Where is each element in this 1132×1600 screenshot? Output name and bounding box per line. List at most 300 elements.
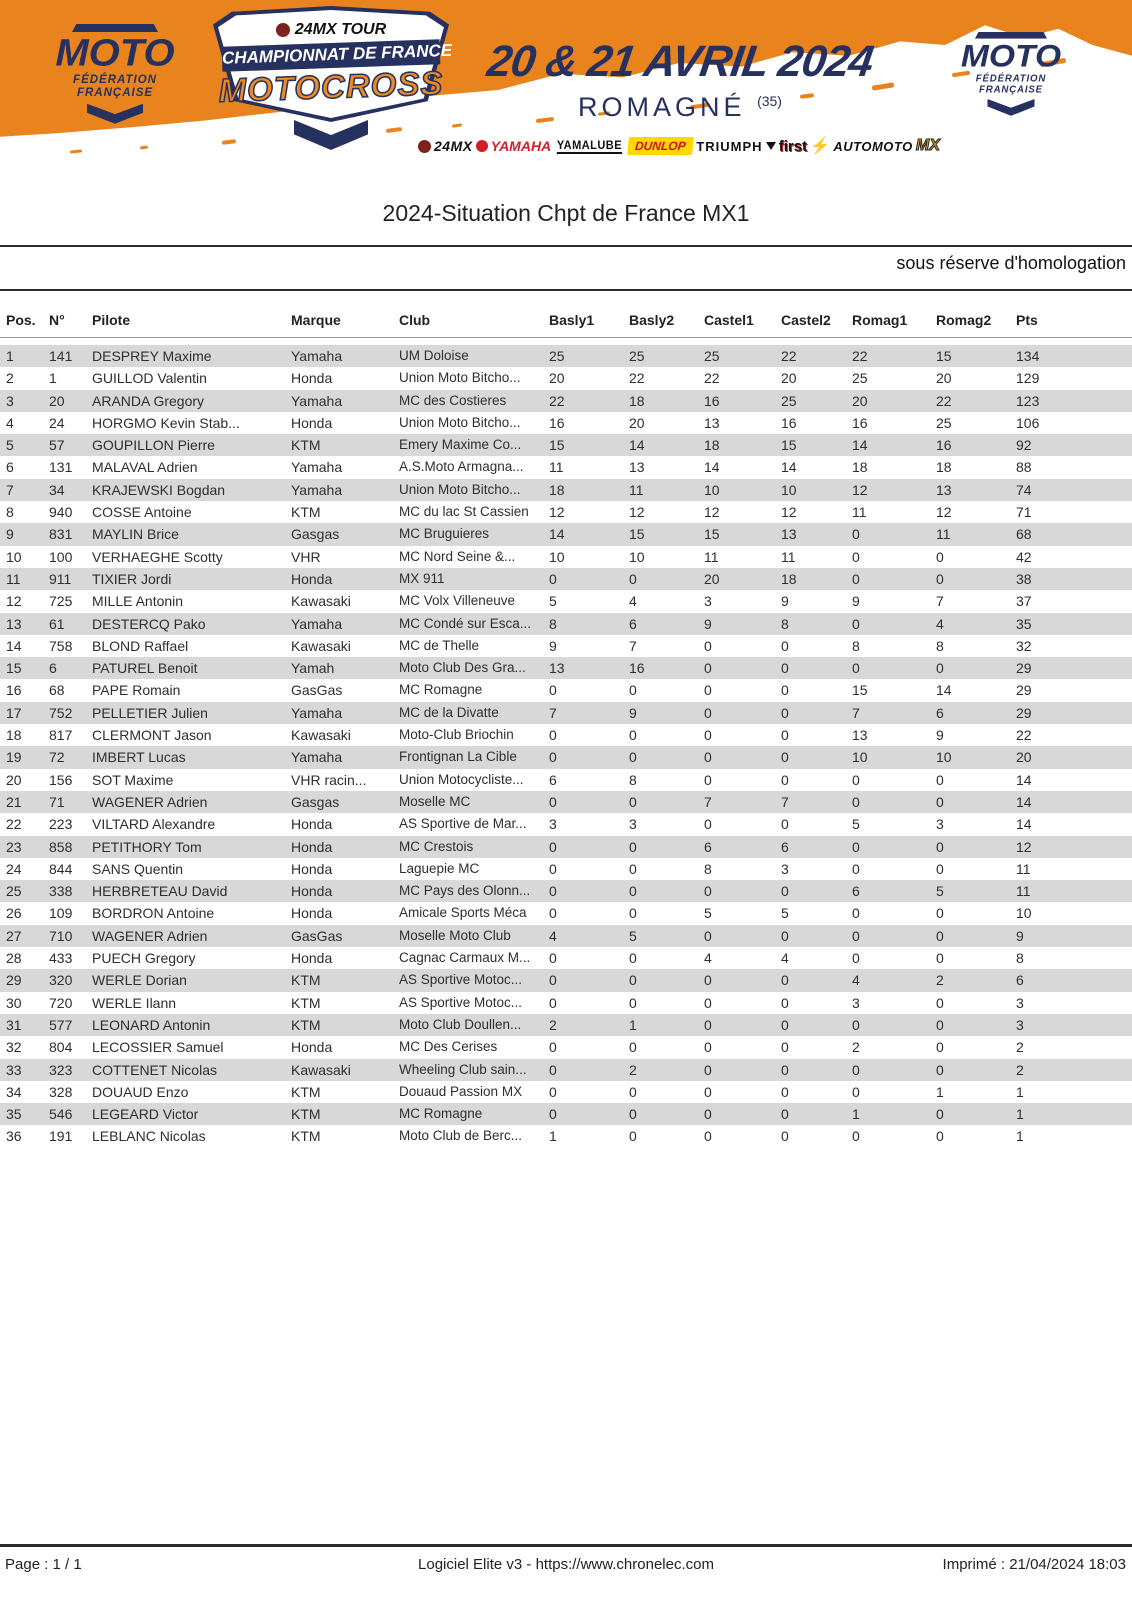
score-cell-romag1: 0: [852, 771, 860, 788]
score-cell-basly1: 25: [549, 348, 565, 364]
score-cell-basly2: 0: [629, 883, 637, 900]
score-cell-castel1: 0: [704, 1039, 712, 1056]
brand-cell: KTM: [291, 1106, 321, 1123]
brand-cell: KTM: [291, 1083, 321, 1100]
ffm-logo-left: [40, 24, 190, 124]
number-cell: 61: [49, 615, 65, 632]
pos-cell: 19: [6, 749, 22, 766]
points-cell: 2: [1016, 1061, 1024, 1078]
score-cell-romag1: 3: [852, 994, 860, 1011]
score-cell-basly2: 13: [629, 459, 645, 476]
brand-cell: Yamaha: [291, 481, 343, 498]
pos-cell: 6: [6, 459, 14, 476]
club-cell: A.S.Moto Armagna...: [399, 459, 524, 475]
sponsor-triumph: TRIUMPH: [696, 139, 775, 154]
points-cell: 8: [1016, 950, 1024, 967]
sponsor-yamalube: YAMALUBE: [557, 138, 623, 152]
score-cell-romag2: 3: [936, 816, 944, 833]
brand-cell: KTM: [291, 1016, 321, 1033]
score-cell-romag1: 0: [852, 548, 860, 565]
score-cell-castel2: 0: [781, 1039, 789, 1056]
number-cell: 1: [49, 370, 57, 387]
score-cell-basly1: 7: [549, 704, 557, 721]
chevron-down-icon: [87, 104, 143, 124]
score-cell-castel2: 12: [781, 504, 797, 521]
divider: [0, 337, 1132, 338]
score-cell-romag2: 0: [936, 1016, 944, 1033]
score-cell-castel1: 15: [704, 526, 720, 543]
score-cell-castel1: 0: [704, 883, 712, 900]
points-cell: 32: [1016, 637, 1032, 654]
score-cell-basly2: 5: [629, 927, 637, 944]
pos-cell: 10: [6, 548, 22, 565]
score-cell-castel2: 15: [781, 437, 797, 454]
pos-cell: 5: [6, 437, 14, 454]
number-cell: 141: [49, 348, 73, 364]
score-cell-castel2: 10: [781, 481, 797, 498]
pilot-cell: PUECH Gregory: [92, 950, 196, 967]
pilot-cell: CLERMONT Jason: [92, 727, 212, 744]
column-header-pilote: Pilote: [92, 312, 131, 328]
pos-cell: 12: [6, 593, 22, 610]
pilot-cell: BORDRON Antoine: [92, 905, 215, 922]
brand-cell: Honda: [291, 1039, 333, 1056]
championship-badge: [213, 6, 453, 152]
score-cell-romag1: 11: [852, 504, 867, 521]
brand-cell: Honda: [291, 370, 333, 387]
score-cell-castel2: 0: [781, 816, 789, 833]
score-cell-basly1: 0: [549, 860, 557, 877]
score-cell-romag1: 18: [852, 459, 868, 476]
number-cell: 725: [49, 593, 73, 610]
club-cell: AS Sportive Motoc...: [399, 972, 523, 988]
brand-cell: Honda: [291, 860, 333, 877]
brand-cell: Kawasaki: [291, 637, 351, 654]
pilot-cell: WERLE Dorian: [92, 972, 187, 989]
score-cell-romag1: 12: [852, 481, 868, 498]
pilot-cell: SANS Quentin: [92, 860, 184, 877]
score-cell-romag2: 0: [936, 1128, 944, 1145]
pilot-cell: BLOND Raffael: [92, 637, 189, 654]
score-cell-basly1: 13: [549, 660, 565, 677]
pilot-cell: DESTERCQ Pako: [92, 615, 206, 632]
pos-cell: 34: [6, 1083, 22, 1100]
score-cell-romag1: 13: [852, 727, 868, 744]
pos-cell: 25: [6, 883, 22, 900]
score-cell-castel2: 0: [781, 1016, 789, 1033]
number-cell: 858: [49, 838, 73, 855]
score-cell-romag2: 9: [936, 727, 944, 744]
score-cell-castel1: 22: [704, 370, 720, 387]
club-cell: Union Moto Bitcho...: [399, 414, 521, 430]
score-cell-castel2: 3: [781, 860, 789, 877]
brand-cell: Yamaha: [291, 459, 343, 476]
score-cell-romag1: 0: [852, 1016, 860, 1033]
pilot-cell: COTTENET Nicolas: [92, 1061, 217, 1078]
score-cell-basly2: 0: [629, 994, 637, 1011]
table-row: [0, 345, 1132, 367]
score-cell-castel2: 6: [781, 838, 789, 855]
table-row: [0, 367, 1132, 389]
brand-cell: VHR: [291, 548, 321, 565]
table-row: [0, 1014, 1132, 1036]
brand-cell: Yamaha: [291, 392, 343, 409]
column-header-romag1: Romag1: [852, 312, 908, 328]
number-cell: 338: [49, 883, 73, 900]
score-cell-castel1: 0: [704, 1128, 712, 1145]
score-cell-romag1: 0: [852, 793, 860, 810]
pilot-cell: WAGENER Adrien: [92, 927, 208, 944]
pilot-cell: DOUAUD Enzo: [92, 1083, 189, 1100]
score-cell-castel1: 3: [704, 593, 712, 610]
score-cell-castel1: 25: [704, 348, 720, 364]
sponsor-24mx: 24MX: [418, 138, 473, 154]
brand-cell: KTM: [291, 972, 321, 989]
ffm-bar-icon: [975, 32, 1047, 39]
table-row: [0, 412, 1132, 434]
score-cell-romag1: 9: [852, 593, 860, 610]
score-cell-romag2: 16: [936, 437, 952, 454]
pos-cell: 30: [6, 994, 22, 1011]
pilot-cell: PAPE Romain: [92, 682, 181, 699]
column-header-basly1: Basly1: [549, 312, 595, 328]
table-row: [0, 635, 1132, 657]
number-cell: 844: [49, 860, 73, 877]
club-cell: Moto Club Des Gra...: [399, 660, 526, 676]
pilot-cell: KRAJEWSKI Bogdan: [92, 481, 226, 498]
score-cell-basly2: 25: [629, 348, 645, 364]
score-cell-basly1: 0: [549, 570, 557, 587]
score-cell-romag1: 0: [852, 1061, 860, 1078]
score-cell-romag2: 2: [936, 972, 944, 989]
pos-cell: 14: [6, 637, 22, 654]
table-row: [0, 501, 1132, 523]
column-header-basly2: Basly2: [629, 312, 675, 328]
pos-cell: 8: [6, 504, 14, 521]
club-cell: Frontignan La Cible: [399, 749, 517, 765]
number-cell: 546: [49, 1106, 73, 1123]
brand-cell: Kawasaki: [291, 727, 351, 744]
score-cell-basly2: 0: [629, 1039, 637, 1056]
club-cell: MC Volx Villeneuve: [399, 593, 516, 609]
score-cell-basly1: 10: [549, 548, 565, 565]
club-cell: MC de Thelle: [399, 637, 480, 653]
brand-cell: KTM: [291, 994, 321, 1011]
score-cell-castel2: 0: [781, 1128, 789, 1145]
score-cell-castel1: 0: [704, 994, 712, 1011]
number-cell: 156: [49, 771, 73, 788]
score-cell-castel1: 0: [704, 816, 712, 833]
chevron-down-icon: [294, 120, 368, 150]
ffm-sub-line1: FÉDÉRATION: [975, 74, 1047, 85]
points-cell: 9: [1016, 927, 1024, 944]
score-cell-romag2: 0: [936, 771, 944, 788]
number-cell: 223: [49, 816, 73, 833]
paint-speck: [140, 145, 148, 149]
score-cell-basly2: 15: [629, 526, 645, 543]
table-row: [0, 613, 1132, 635]
score-cell-romag1: 16: [852, 414, 868, 431]
score-cell-basly2: 20: [629, 414, 645, 431]
score-cell-romag1: 0: [852, 1128, 860, 1145]
pos-cell: 20: [6, 771, 22, 788]
club-cell: MC des Costieres: [399, 392, 507, 408]
pilot-cell: VERHAEGHE Scotty: [92, 548, 223, 565]
pos-cell: 28: [6, 950, 22, 967]
score-cell-castel1: 0: [704, 749, 712, 766]
brand-cell: KTM: [291, 437, 321, 454]
brand-cell: Kawasaki: [291, 1061, 351, 1078]
column-header-n: N°: [49, 312, 65, 328]
pilot-cell: LEBLANC Nicolas: [92, 1128, 206, 1145]
number-cell: 24: [49, 414, 65, 431]
paint-speck: [70, 149, 82, 153]
score-cell-romag1: 1: [852, 1106, 860, 1123]
club-cell: AS Sportive Motoc...: [399, 994, 523, 1010]
club-cell: MC de la Divatte: [399, 704, 499, 720]
score-cell-basly1: 1: [549, 1128, 557, 1145]
pilot-cell: LECOSSIER Samuel: [92, 1039, 224, 1056]
number-cell: 72: [49, 749, 65, 766]
score-cell-basly2: 3: [629, 816, 637, 833]
score-cell-romag2: 0: [936, 838, 944, 855]
score-cell-basly1: 11: [549, 459, 564, 476]
sponsor-dunlop: DUNLOP: [628, 137, 695, 155]
score-cell-castel1: 5: [704, 905, 712, 922]
pilot-cell: IMBERT Lucas: [92, 749, 186, 766]
points-cell: 20: [1016, 749, 1032, 766]
points-cell: 106: [1016, 414, 1040, 431]
column-header-romag2: Romag2: [936, 312, 992, 328]
score-cell-romag1: 10: [852, 749, 868, 766]
table-row: [0, 724, 1132, 746]
score-cell-romag2: 0: [936, 793, 944, 810]
score-cell-basly2: 10: [629, 548, 645, 565]
pos-cell: 1: [6, 348, 14, 364]
brand-cell: Honda: [291, 905, 333, 922]
table-row: [0, 702, 1132, 724]
score-cell-romag2: 20: [936, 370, 952, 387]
score-cell-romag1: 22: [852, 348, 868, 364]
footer-printed: Imprimé : 21/04/2024 18:03: [942, 1556, 1126, 1573]
pos-cell: 4: [6, 414, 14, 431]
score-cell-romag1: 8: [852, 637, 860, 654]
score-cell-romag1: 0: [852, 838, 860, 855]
brand-cell: VHR racin...: [291, 771, 367, 788]
pilot-cell: GUILLOD Valentin: [92, 370, 207, 387]
score-cell-basly1: 3: [549, 816, 557, 833]
score-cell-castel2: 0: [781, 972, 789, 989]
score-cell-castel1: 13: [704, 414, 720, 431]
score-cell-romag1: 14: [852, 437, 868, 454]
score-cell-castel1: 0: [704, 927, 712, 944]
score-cell-castel1: 0: [704, 727, 712, 744]
score-cell-romag2: 0: [936, 660, 944, 677]
score-cell-romag2: 0: [936, 1106, 944, 1123]
table-row: [0, 992, 1132, 1014]
score-cell-romag2: 0: [936, 1039, 944, 1056]
table-row: [0, 1103, 1132, 1125]
club-cell: MX 911: [399, 570, 445, 586]
score-cell-basly1: 0: [549, 994, 557, 1011]
score-cell-basly1: 5: [549, 593, 557, 610]
score-cell-basly1: 0: [549, 793, 557, 810]
pilot-cell: ARANDA Gregory: [92, 392, 205, 409]
number-cell: 752: [49, 704, 73, 721]
score-cell-basly2: 16: [629, 660, 645, 677]
points-cell: 10: [1016, 905, 1032, 922]
divider: [0, 245, 1132, 247]
badge-championnat-label: CHAMPIONNAT DE FRANCE: [222, 39, 441, 72]
points-cell: 68: [1016, 526, 1032, 543]
table-row: [0, 479, 1132, 501]
score-cell-basly1: 2: [549, 1016, 557, 1033]
table-row: [0, 769, 1132, 791]
points-cell: 29: [1016, 704, 1032, 721]
club-cell: Moselle MC: [399, 793, 471, 809]
pos-cell: 17: [6, 704, 22, 721]
club-cell: Amicale Sports Méca: [399, 905, 527, 921]
score-cell-basly1: 0: [549, 682, 557, 699]
score-cell-basly1: 0: [549, 883, 557, 900]
column-header-pts: Pts: [1016, 312, 1038, 328]
score-cell-castel1: 0: [704, 1106, 712, 1123]
score-cell-basly2: 2: [629, 1061, 637, 1078]
divider: [0, 1544, 1132, 1547]
sponsor-yamaha: YAMAHA: [476, 138, 551, 154]
pos-cell: 36: [6, 1128, 22, 1145]
score-cell-romag1: 2: [852, 1039, 860, 1056]
number-cell: 131: [49, 459, 73, 476]
score-cell-romag1: 4: [852, 972, 860, 989]
table-row: [0, 947, 1132, 969]
pilot-cell: MALAVAL Adrien: [92, 459, 198, 476]
pilot-cell: GOUPILLON Pierre: [92, 437, 215, 454]
points-cell: 22: [1016, 727, 1032, 744]
score-cell-castel2: 0: [781, 1106, 789, 1123]
score-cell-basly2: 1: [629, 1016, 637, 1033]
table-row: [0, 1036, 1132, 1058]
score-cell-romag2: 7: [936, 593, 944, 610]
score-cell-basly2: 8: [629, 771, 637, 788]
score-cell-castel1: 0: [704, 1083, 712, 1100]
number-cell: 57: [49, 437, 65, 454]
score-cell-romag2: 22: [936, 392, 952, 409]
club-cell: Moto Club Doullen...: [399, 1016, 522, 1032]
sponsor-mx: MX: [915, 137, 940, 154]
points-cell: 37: [1016, 593, 1032, 610]
club-cell: Union Motocycliste...: [399, 771, 524, 787]
points-cell: 12: [1016, 838, 1032, 855]
pilot-cell: LEGEARD Victor: [92, 1106, 199, 1123]
score-cell-castel1: 14: [704, 459, 720, 476]
score-cell-basly2: 9: [629, 704, 637, 721]
club-cell: Moselle Moto Club: [399, 927, 511, 943]
score-cell-castel2: 13: [781, 526, 797, 543]
points-cell: 11: [1016, 860, 1031, 877]
points-cell: 1: [1016, 1106, 1024, 1123]
score-cell-romag1: 0: [852, 950, 860, 967]
brand-cell: KTM: [291, 504, 321, 521]
score-cell-romag1: 25: [852, 370, 868, 387]
table-row: [0, 746, 1132, 768]
number-cell: 433: [49, 950, 73, 967]
score-cell-castel2: 8: [781, 615, 789, 632]
score-cell-romag1: 0: [852, 905, 860, 922]
score-cell-romag1: 0: [852, 615, 860, 632]
pos-cell: 15: [6, 660, 22, 677]
score-cell-romag2: 0: [936, 994, 944, 1011]
chevron-down-icon: [987, 99, 1034, 116]
brand-cell: Yamaha: [291, 348, 343, 364]
number-cell: 328: [49, 1083, 73, 1100]
score-cell-romag2: 14: [936, 682, 952, 699]
number-cell: 817: [49, 727, 73, 744]
score-cell-castel1: 12: [704, 504, 720, 521]
score-cell-romag2: 0: [936, 950, 944, 967]
score-cell-romag2: 0: [936, 860, 944, 877]
score-cell-castel1: 0: [704, 1016, 712, 1033]
pos-cell: 16: [6, 682, 22, 699]
table-row: [0, 1081, 1132, 1103]
number-cell: 20: [49, 392, 65, 409]
score-cell-castel2: 16: [781, 414, 797, 431]
score-cell-basly2: 0: [629, 838, 637, 855]
number-cell: 940: [49, 504, 73, 521]
points-cell: 3: [1016, 1016, 1024, 1033]
points-cell: 14: [1016, 771, 1032, 788]
number-cell: 71: [49, 793, 65, 810]
pilot-cell: PELLETIER Julien: [92, 704, 208, 721]
ffm-logo-name: MOTO: [960, 38, 1062, 74]
score-cell-castel1: 0: [704, 1061, 712, 1078]
score-cell-basly1: 18: [549, 481, 565, 498]
score-cell-romag1: 0: [852, 570, 860, 587]
score-cell-basly1: 20: [549, 370, 565, 387]
points-cell: 2: [1016, 1039, 1024, 1056]
24mx-roundel-icon: [418, 140, 431, 153]
club-cell: Laguepie MC: [399, 860, 480, 876]
club-cell: Union Moto Bitcho...: [399, 370, 521, 386]
score-cell-romag2: 25: [936, 414, 952, 431]
ffm-sub-line1: FÉDÉRATION: [73, 74, 157, 86]
club-cell: MC Des Cerises: [399, 1039, 498, 1055]
score-cell-basly2: 4: [629, 593, 637, 610]
score-cell-castel1: 7: [704, 793, 712, 810]
table-row: [0, 858, 1132, 880]
score-cell-romag2: 0: [936, 548, 944, 565]
number-cell: 710: [49, 927, 73, 944]
score-cell-basly2: 0: [629, 793, 637, 810]
score-cell-basly1: 16: [549, 414, 565, 431]
score-cell-castel1: 0: [704, 972, 712, 989]
club-cell: MC Romagne: [399, 682, 483, 698]
points-cell: 74: [1016, 481, 1032, 498]
score-cell-romag2: 5: [936, 883, 944, 900]
column-header-club: Club: [399, 312, 431, 328]
score-cell-romag2: 0: [936, 570, 944, 587]
score-cell-castel2: 0: [781, 660, 789, 677]
badge-tour-label: 24MX TOUR: [294, 21, 387, 38]
score-cell-basly1: 0: [549, 727, 557, 744]
homologation-note: sous réserve d'homologation: [896, 253, 1126, 273]
table-row: [0, 880, 1132, 902]
score-cell-basly2: 14: [629, 437, 645, 454]
score-cell-basly1: 14: [549, 526, 565, 543]
club-cell: Union Moto Bitcho...: [399, 481, 521, 497]
score-cell-castel2: 0: [781, 727, 789, 744]
score-cell-romag2: 0: [936, 905, 944, 922]
